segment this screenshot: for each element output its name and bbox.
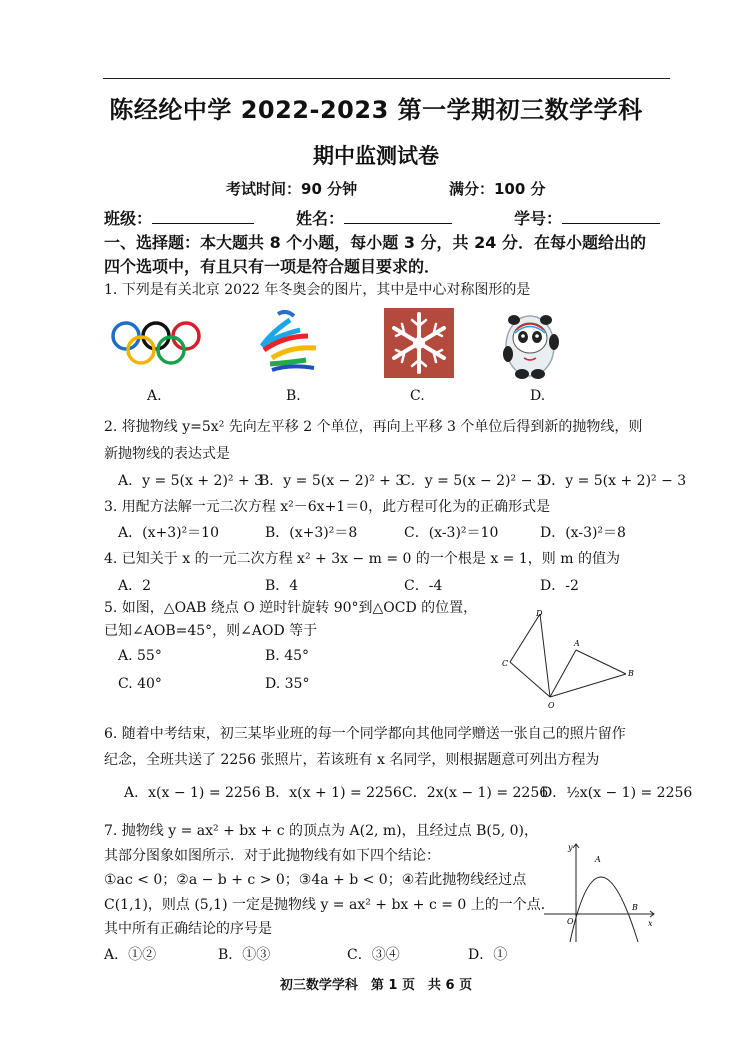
top-rule — [103, 78, 670, 79]
q1-option-a[interactable]: A. — [147, 388, 162, 404]
q2-line1: 2. 将抛物线 y=5x² 先向左平移 2 个单位，再向上平移 3 个单位后得到新的抛物线，则 — [104, 419, 643, 435]
q7-line5: 其中所有正确结论的序号是 — [104, 921, 272, 937]
q6-option-d[interactable]: D．½x(x − 1) = 2256 — [541, 785, 693, 801]
section1-heading-line1: 一、选择题：本大题共 8 个小题，每小题 3 分，共 24 分．在每小题给出的 — [104, 233, 646, 252]
q3-option-b[interactable]: B．(x+3)²＝8 — [265, 525, 358, 541]
q7-line3: ①ac < 0；②a − b + c > 0；③4a + b < 0；④若此抛物线经过点 — [104, 872, 527, 888]
q3-option-d[interactable]: D．(x-3)²＝8 — [540, 525, 626, 541]
q3-option-a[interactable]: A．(x+3)²＝10 — [118, 525, 219, 541]
class-label: 班级： — [104, 209, 153, 228]
q2-option-c[interactable]: C．y = 5(x − 2)² − 3 — [400, 473, 546, 489]
name-label: 姓名： — [296, 209, 345, 228]
full-score: 满分：100 分 — [449, 180, 546, 198]
q4-option-c[interactable]: C．-4 — [404, 578, 443, 594]
q7-label-y: y — [568, 843, 573, 852]
q2-line2: 新抛物线的表达式是 — [104, 446, 230, 462]
q5-label-c: C — [502, 659, 509, 668]
q5-line2: 已知∠AOB=45°，则∠AOD 等于 — [104, 623, 318, 639]
q6-line1: 6. 随着中考结束，初三某毕业班的每一个同学都向其他同学赠送一张自己的照片留作 — [104, 726, 626, 742]
olympic-rings-image — [110, 318, 204, 368]
q2-option-a[interactable]: A．y = 5(x + 2)² + 3 — [118, 473, 264, 489]
q5-label-d: D — [536, 609, 543, 618]
q7-line2: 其部分图象如图所示．对于此抛物线有如下四个结论： — [104, 848, 440, 864]
student-no-field[interactable] — [514, 206, 660, 229]
q7-option-c[interactable]: C．③④ — [347, 947, 400, 963]
q7-label-b: B — [632, 903, 638, 912]
q7-option-a[interactable]: A．①② — [104, 947, 157, 963]
q5-option-b[interactable]: B. 45° — [265, 648, 310, 664]
q1-text: 1. 下列是有关北京 2022 年冬奥会的图片，其中是中心对称图形的是 — [104, 282, 531, 298]
q2-option-d[interactable]: D．y = 5(x + 2)² − 3 — [540, 473, 687, 489]
bing-dwen-dwen-image — [502, 306, 562, 380]
page-subtitle: 期中监测试卷 — [313, 144, 439, 168]
q5-option-c[interactable]: C. 40° — [118, 676, 162, 692]
student-no-blank[interactable] — [562, 209, 660, 224]
q2-option-b[interactable]: B．y = 5(x − 2)² + 3 — [259, 473, 405, 489]
q1-option-d[interactable]: D. — [530, 388, 546, 404]
name-blank[interactable] — [344, 209, 452, 224]
q7-option-b[interactable]: B．①③ — [218, 947, 271, 963]
q1-option-c[interactable]: C. — [410, 388, 425, 404]
q5-label-b: B — [628, 669, 634, 678]
student-no-label: 学号： — [514, 209, 563, 228]
q5-label-a: A — [574, 639, 580, 648]
q3-text: 3. 用配方法解一元二次方程 x²－6x+1＝0，此方程可化为的正确形式是 — [104, 499, 551, 515]
q6-option-c[interactable]: C．2x(x − 1) = 2256 — [402, 785, 549, 801]
q3-option-c[interactable]: C．(x-3)²＝10 — [404, 525, 499, 541]
q7-label-x: x — [648, 919, 653, 928]
q4-text: 4. 已知关于 x 的一元二次方程 x² + 3x − m = 0 的一个根是 x = 1，则 m 的值为 — [104, 551, 620, 567]
q7-line4: C(1,1)，则点 (5,1) 一定是抛物线 y = ax² + bx + c = 0 上的一个点． — [104, 897, 555, 913]
q4-option-b[interactable]: B．4 — [265, 578, 299, 594]
page-title: 陈经纶中学 2022-2023 第一学期初三数学学科 — [109, 96, 643, 124]
q5-option-a[interactable]: A. 55° — [118, 648, 162, 664]
q1-option-b[interactable]: B. — [286, 388, 301, 404]
q7-label-o: O — [567, 917, 574, 926]
q4-option-a[interactable]: A．2 — [118, 578, 152, 594]
q6-option-a[interactable]: A．x(x − 1) = 2256 — [124, 785, 261, 801]
q7-line1: 7. 抛物线 y = ax² + bx + c 的顶点为 A(2, m)，且经过点 B(5, 0)， — [104, 823, 539, 839]
class-field[interactable] — [104, 206, 254, 229]
page-footer: 初三数学学科 第 1 页 共 6 页 — [279, 978, 473, 993]
q5-option-d[interactable]: D. 35° — [265, 676, 310, 692]
section1-heading-line2: 四个选项中，有且只有一项是符合题目要求的． — [104, 257, 441, 276]
class-blank[interactable] — [152, 209, 254, 224]
q5-line1: 5. 如图，△OAB 绕点 O 逆时针旋转 90°到△OCD 的位置， — [104, 600, 478, 616]
q5-rotation-figure — [498, 606, 638, 710]
q6-option-b[interactable]: B．x(x + 1) = 2256 — [265, 785, 402, 801]
q7-parabola-figure — [540, 838, 660, 948]
q4-option-d[interactable]: D．-2 — [540, 578, 579, 594]
q7-label-a: A — [595, 855, 601, 864]
snowflake-image — [384, 308, 454, 378]
q7-option-d[interactable]: D．① — [468, 947, 508, 963]
q5-label-o: O — [548, 701, 555, 710]
q6-line2: 纪念，全班共送了 2256 张照片，若该班有 x 名同学，则根据题意可列出方程为 — [104, 752, 600, 768]
winter-olympics-emblem-image — [250, 306, 322, 380]
name-field[interactable] — [296, 206, 452, 229]
exam-time: 考试时间：90 分钟 — [226, 180, 358, 198]
